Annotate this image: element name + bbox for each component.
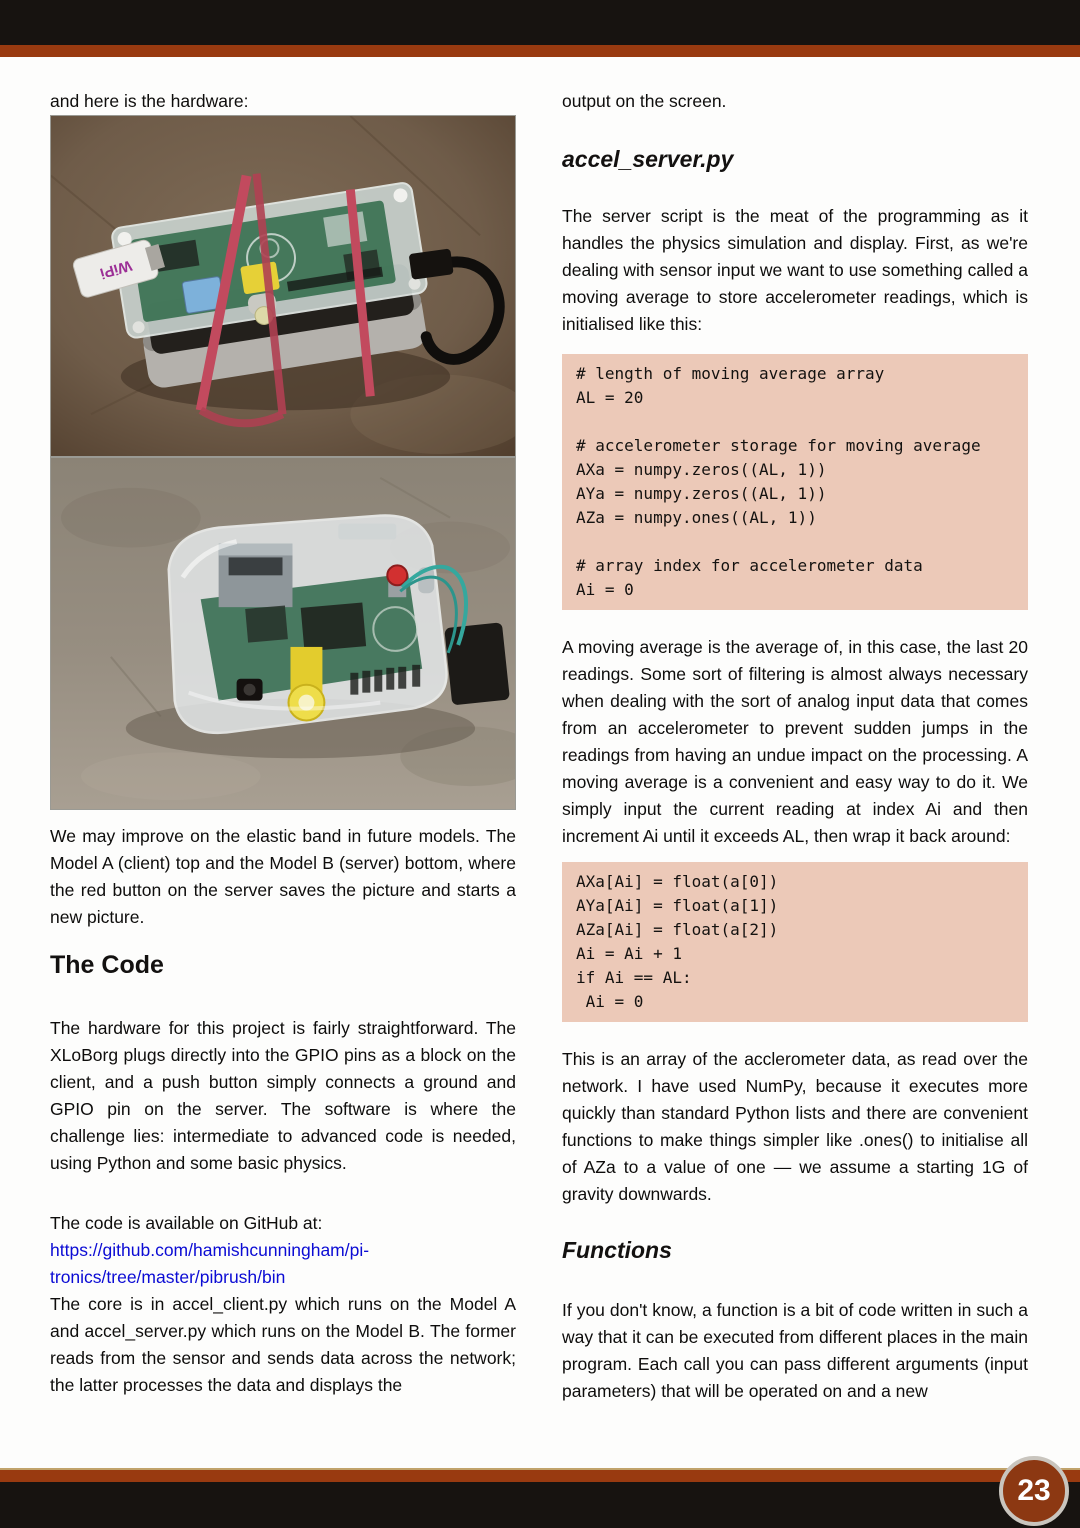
right-intro-text: output on the screen.: [562, 91, 727, 111]
github-link[interactable]: [50, 1237, 516, 1291]
functions-heading: Functions: [562, 1237, 672, 1263]
photo-caption: We may improve on the elastic band in future models. The Model A (client) top and the Model B (server) bottom, where the red button on the server saves the picture and starts a new picture.: [50, 826, 516, 927]
moving-average-paragraph: A moving average is the average of, in this case, the last 20 readings. Some sort of filtering is almost always necessary when dealing with the sort of analog input data that comes from an accelerometer to prevent sudden jumps in the readings from having an undue impact on the processing. A moving average is a convenient and easy way to do it. We simply input the current reading at index Ai and then increment Ai until it exceeds AL, then wrap it back around:: [562, 637, 1028, 846]
right-column: [562, 57, 1028, 1405]
github-link-line-2[interactable]: tronics/tree/master/pibrush/bin: [50, 1267, 286, 1287]
left-intro-text: and here is the hardware:: [50, 91, 249, 111]
header-accent-stripe: [0, 45, 1080, 57]
core-scripts-paragraph: The core is in accel_client.py which runs on the Model A and accel_server.py which runs on the Model B. The former reads from the sensor and sends data across the network; the latter processes the data and displays the: [50, 1294, 516, 1395]
footer-black-bar: [0, 1482, 1080, 1528]
code-block-moving-average-init: # length of moving average array AL = 20 # accelerometer storage for moving average AXa = numpy.zeros((AL, 1)) AYa = numpy.zeros((AL, 1)) AZa = numpy.ones((AL, 1)) # array index for accelerometer data Ai = 0: [562, 354, 1028, 610]
hardware-paragraph: The hardware for this project is fairly straightforward. The XLoBorg plugs directly into the GPIO pins as a block on the client, and a push button simply connects a ground and GPIO pin on the server. The software is where the challenge lies: intermediate to advanced code is needed, using Python and some basic physics.: [50, 1018, 516, 1173]
page-number: 23: [1017, 1474, 1051, 1507]
numpy-paragraph: This is an array of the acclerometer data, as read over the network. I have used NumPy, because it executes more quickly than standard Python lists and there are convenient functions to make things simpler like .ones() to initialise all of AZa to a value of one — we assume a starting 1G of gravity downwards.: [562, 1049, 1028, 1204]
page-number-badge: [999, 1456, 1069, 1526]
header-black-bar: [0, 0, 1080, 45]
accel-server-heading: accel_server.py: [562, 146, 734, 172]
server-script-paragraph: The server script is the meat of the programming as it handles the physics simulation and display. First, as we're dealing with sensor input we want to use something called a moving average to store accelerometer readings, which is initialised like this:: [562, 206, 1028, 334]
save-picture-button: [387, 565, 407, 597]
photo-hardware-elastic-band-stack: [50, 115, 516, 457]
wifi-dongle-label: WiPi: [97, 256, 134, 282]
photo-server-case-illustration: [51, 458, 515, 809]
photo-server-clear-case: [50, 457, 516, 810]
github-availability-label: The code is available on GitHub at:: [50, 1213, 323, 1233]
photo-hardware-stack-illustration: [51, 116, 515, 456]
left-column: [50, 57, 516, 1399]
the-code-heading: The Code: [50, 951, 164, 979]
github-link-line-1[interactable]: https://github.com/hamishcunningham/pi-: [50, 1240, 370, 1260]
footer-accent-stripe: [0, 1468, 1080, 1482]
code-block-accelerometer-array: AXa[Ai] = float(a[0]) AYa[Ai] = float(a[1]) AZa[Ai] = float(a[2]) Ai = Ai + 1 if Ai == AL: Ai = 0: [562, 862, 1028, 1022]
functions-paragraph: If you don't know, a function is a bit of code written in such a way that it can be executed from different places in the main program. Each call you can pass different arguments (input parameters) that will be operated on and a new: [562, 1300, 1028, 1401]
